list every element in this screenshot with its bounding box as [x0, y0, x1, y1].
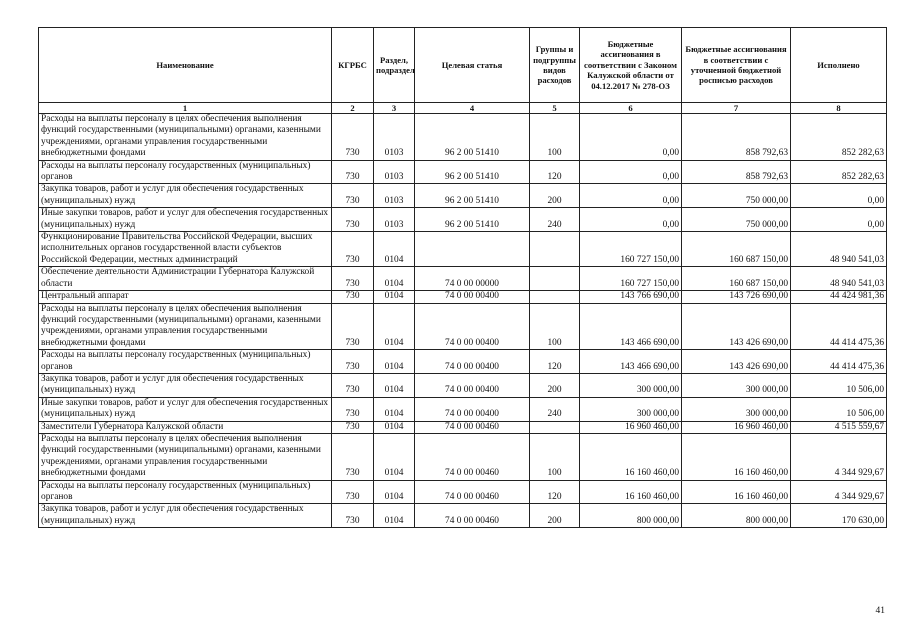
cell-section: 0104	[374, 433, 415, 480]
cell-budget-law: 160 727 150,00	[580, 232, 682, 267]
cell-executed: 10 506,00	[791, 397, 887, 421]
cell-executed: 44 424 981,36	[791, 291, 887, 303]
cell-group: 240	[530, 397, 580, 421]
cell-budget-law: 160 727 150,00	[580, 267, 682, 291]
cell-budget-refined: 143 726 690,00	[682, 291, 791, 303]
cell-executed: 852 282,63	[791, 114, 887, 161]
cell-executed: 48 940 541,03	[791, 267, 887, 291]
cell-target: 74 0 00 00400	[415, 373, 530, 397]
cell-name: Расходы на выплаты персоналу в целях обеспечения выполнения функций государственными (муниципальными) органами, казенными учреждениями, органами управления государственными внебюджетными фондами	[39, 433, 332, 480]
cell-target: 74 0 00 00460	[415, 504, 530, 528]
header-budget-refined: Бюджетные ассигнования в соответствии с уточненной бюджетной росписью расходов	[682, 28, 791, 103]
cell-section: 0104	[374, 421, 415, 433]
cell-name: Закупка товаров, работ и услуг для обеспечения государственных (муниципальных) нужд	[39, 184, 332, 208]
cell-executed: 0,00	[791, 184, 887, 208]
cell-executed: 10 506,00	[791, 373, 887, 397]
cell-group: 120	[530, 160, 580, 184]
cell-kgrbs: 730	[332, 350, 374, 374]
cell-budget-refined: 160 687 150,00	[682, 232, 791, 267]
cell-kgrbs: 730	[332, 397, 374, 421]
cell-name: Расходы на выплаты персоналу государственных (муниципальных) органов	[39, 350, 332, 374]
cell-name: Центральный аппарат	[39, 291, 332, 303]
cell-kgrbs: 730	[332, 421, 374, 433]
cell-kgrbs: 730	[332, 114, 374, 161]
cell-target	[415, 232, 530, 267]
cell-name: Закупка товаров, работ и услуг для обеспечения государственных (муниципальных) нужд	[39, 504, 332, 528]
cell-kgrbs: 730	[332, 480, 374, 504]
cell-name: Функционирование Правительства Российской Федерации, высших исполнительных органов государственной власти субъектов Российской Федерации, местных администраций	[39, 232, 332, 267]
column-number: 8	[791, 103, 887, 114]
cell-section: 0104	[374, 232, 415, 267]
cell-kgrbs: 730	[332, 232, 374, 267]
column-number: 6	[580, 103, 682, 114]
cell-kgrbs: 730	[332, 160, 374, 184]
table-row	[39, 373, 887, 397]
table-row	[39, 504, 887, 528]
cell-section: 0104	[374, 480, 415, 504]
cell-budget-law: 143 466 690,00	[580, 350, 682, 374]
cell-section: 0104	[374, 267, 415, 291]
cell-budget-law: 16 960 460,00	[580, 421, 682, 433]
cell-budget-law: 143 466 690,00	[580, 303, 682, 350]
cell-target: 96 2 00 51410	[415, 114, 530, 161]
cell-budget-refined: 143 426 690,00	[682, 350, 791, 374]
table-row	[39, 160, 887, 184]
cell-group: 100	[530, 303, 580, 350]
cell-group	[530, 421, 580, 433]
cell-budget-refined: 858 792,63	[682, 114, 791, 161]
cell-kgrbs: 730	[332, 291, 374, 303]
cell-budget-law: 16 160 460,00	[580, 433, 682, 480]
table-row	[39, 433, 887, 480]
cell-budget-law: 800 000,00	[580, 504, 682, 528]
page-number: 41	[875, 606, 885, 616]
table-row	[39, 421, 887, 433]
cell-kgrbs: 730	[332, 184, 374, 208]
cell-budget-law: 300 000,00	[580, 397, 682, 421]
cell-section: 0103	[374, 160, 415, 184]
cell-kgrbs: 730	[332, 267, 374, 291]
cell-group: 120	[530, 350, 580, 374]
cell-group: 100	[530, 114, 580, 161]
cell-kgrbs: 730	[332, 433, 374, 480]
cell-kgrbs: 730	[332, 303, 374, 350]
cell-kgrbs: 730	[332, 373, 374, 397]
table-row	[39, 291, 887, 303]
column-number: 1	[39, 103, 332, 114]
cell-section: 0104	[374, 397, 415, 421]
cell-group: 200	[530, 184, 580, 208]
cell-target: 96 2 00 51410	[415, 184, 530, 208]
cell-budget-refined: 750 000,00	[682, 208, 791, 232]
cell-budget-law: 300 000,00	[580, 373, 682, 397]
cell-executed: 44 414 475,36	[791, 350, 887, 374]
cell-name: Расходы на выплаты персоналу государственных (муниципальных) органов	[39, 160, 332, 184]
cell-kgrbs: 730	[332, 208, 374, 232]
cell-budget-refined: 16 960 460,00	[682, 421, 791, 433]
column-number: 5	[530, 103, 580, 114]
cell-executed: 0,00	[791, 208, 887, 232]
table-row	[39, 267, 887, 291]
cell-name: Расходы на выплаты персоналу в целях обеспечения выполнения функций государственными (муниципальными) органами, казенными учреждениями, органами управления государственными внебюджетными фондами	[39, 114, 332, 161]
cell-budget-refined: 143 426 690,00	[682, 303, 791, 350]
cell-name: Заместители Губернатора Калужской области	[39, 421, 332, 433]
cell-target: 74 0 00 00460	[415, 421, 530, 433]
cell-section: 0103	[374, 184, 415, 208]
cell-target: 74 0 00 00400	[415, 291, 530, 303]
table-row	[39, 397, 887, 421]
header-kgrbs: КГРБС	[332, 28, 374, 103]
cell-name: Расходы на выплаты персоналу государственных (муниципальных) органов	[39, 480, 332, 504]
cell-group	[530, 291, 580, 303]
table-row	[39, 114, 887, 161]
cell-executed: 44 414 475,36	[791, 303, 887, 350]
cell-target: 74 0 00 00400	[415, 350, 530, 374]
cell-budget-law: 0,00	[580, 184, 682, 208]
cell-section: 0104	[374, 504, 415, 528]
cell-section: 0104	[374, 350, 415, 374]
cell-budget-refined: 16 160 460,00	[682, 480, 791, 504]
cell-budget-refined: 160 687 150,00	[682, 267, 791, 291]
budget-table	[38, 27, 887, 528]
cell-budget-refined: 858 792,63	[682, 160, 791, 184]
cell-budget-refined: 800 000,00	[682, 504, 791, 528]
column-numbers-row	[39, 103, 887, 114]
cell-executed: 48 940 541,03	[791, 232, 887, 267]
cell-executed: 170 630,00	[791, 504, 887, 528]
cell-section: 0104	[374, 373, 415, 397]
cell-group	[530, 232, 580, 267]
cell-target: 96 2 00 51410	[415, 208, 530, 232]
cell-budget-law: 16 160 460,00	[580, 480, 682, 504]
cell-target: 74 0 00 00460	[415, 433, 530, 480]
cell-budget-refined: 300 000,00	[682, 373, 791, 397]
cell-section: 0103	[374, 208, 415, 232]
cell-group	[530, 267, 580, 291]
cell-target: 96 2 00 51410	[415, 160, 530, 184]
column-number: 7	[682, 103, 791, 114]
header-executed: Исполнено	[791, 28, 887, 103]
table-row	[39, 303, 887, 350]
cell-budget-refined: 16 160 460,00	[682, 433, 791, 480]
cell-name: Обеспечение деятельности Администрации Губернатора Калужской области	[39, 267, 332, 291]
cell-name: Расходы на выплаты персоналу в целях обеспечения выполнения функций государственными (муниципальными) органами, казенными учреждениями, органами управления государственными внебюджетными фондами	[39, 303, 332, 350]
cell-target: 74 0 00 00000	[415, 267, 530, 291]
cell-executed: 4 344 929,67	[791, 433, 887, 480]
cell-group: 200	[530, 504, 580, 528]
cell-name: Закупка товаров, работ и услуг для обеспечения государственных (муниципальных) нужд	[39, 373, 332, 397]
cell-budget-law: 0,00	[580, 208, 682, 232]
cell-budget-law: 0,00	[580, 160, 682, 184]
cell-executed: 4 344 929,67	[791, 480, 887, 504]
cell-target: 74 0 00 00460	[415, 480, 530, 504]
column-number: 4	[415, 103, 530, 114]
cell-group: 200	[530, 373, 580, 397]
cell-section: 0104	[374, 303, 415, 350]
column-number: 3	[374, 103, 415, 114]
column-number: 2	[332, 103, 374, 114]
cell-budget-refined: 750 000,00	[682, 184, 791, 208]
cell-group: 100	[530, 433, 580, 480]
table-body	[39, 114, 887, 528]
cell-name: Иные закупки товаров, работ и услуг для обеспечения государственных (муниципальных) нужд	[39, 397, 332, 421]
cell-executed: 852 282,63	[791, 160, 887, 184]
table-row	[39, 232, 887, 267]
cell-group: 120	[530, 480, 580, 504]
table-row	[39, 350, 887, 374]
cell-budget-law: 143 766 690,00	[580, 291, 682, 303]
table-row	[39, 480, 887, 504]
cell-target: 74 0 00 00400	[415, 397, 530, 421]
header-groups: Группы и подгруппы видов расходов	[530, 28, 580, 103]
header-target: Целевая статья	[415, 28, 530, 103]
cell-section: 0104	[374, 291, 415, 303]
header-budget-law: Бюджетные ассигнования в соответствии с Законом Калужской области от 04.12.2017 № 278-ОЗ	[580, 28, 682, 103]
header-name: Наименование	[39, 28, 332, 103]
cell-budget-refined: 300 000,00	[682, 397, 791, 421]
cell-target: 74 0 00 00400	[415, 303, 530, 350]
cell-kgrbs: 730	[332, 504, 374, 528]
cell-section: 0103	[374, 114, 415, 161]
cell-group: 240	[530, 208, 580, 232]
header-section: Раздел, подраздел	[374, 28, 415, 103]
cell-budget-law: 0,00	[580, 114, 682, 161]
table-row	[39, 184, 887, 208]
cell-executed: 4 515 559,67	[791, 421, 887, 433]
table-row	[39, 208, 887, 232]
cell-name: Иные закупки товаров, работ и услуг для обеспечения государственных (муниципальных) нужд	[39, 208, 332, 232]
